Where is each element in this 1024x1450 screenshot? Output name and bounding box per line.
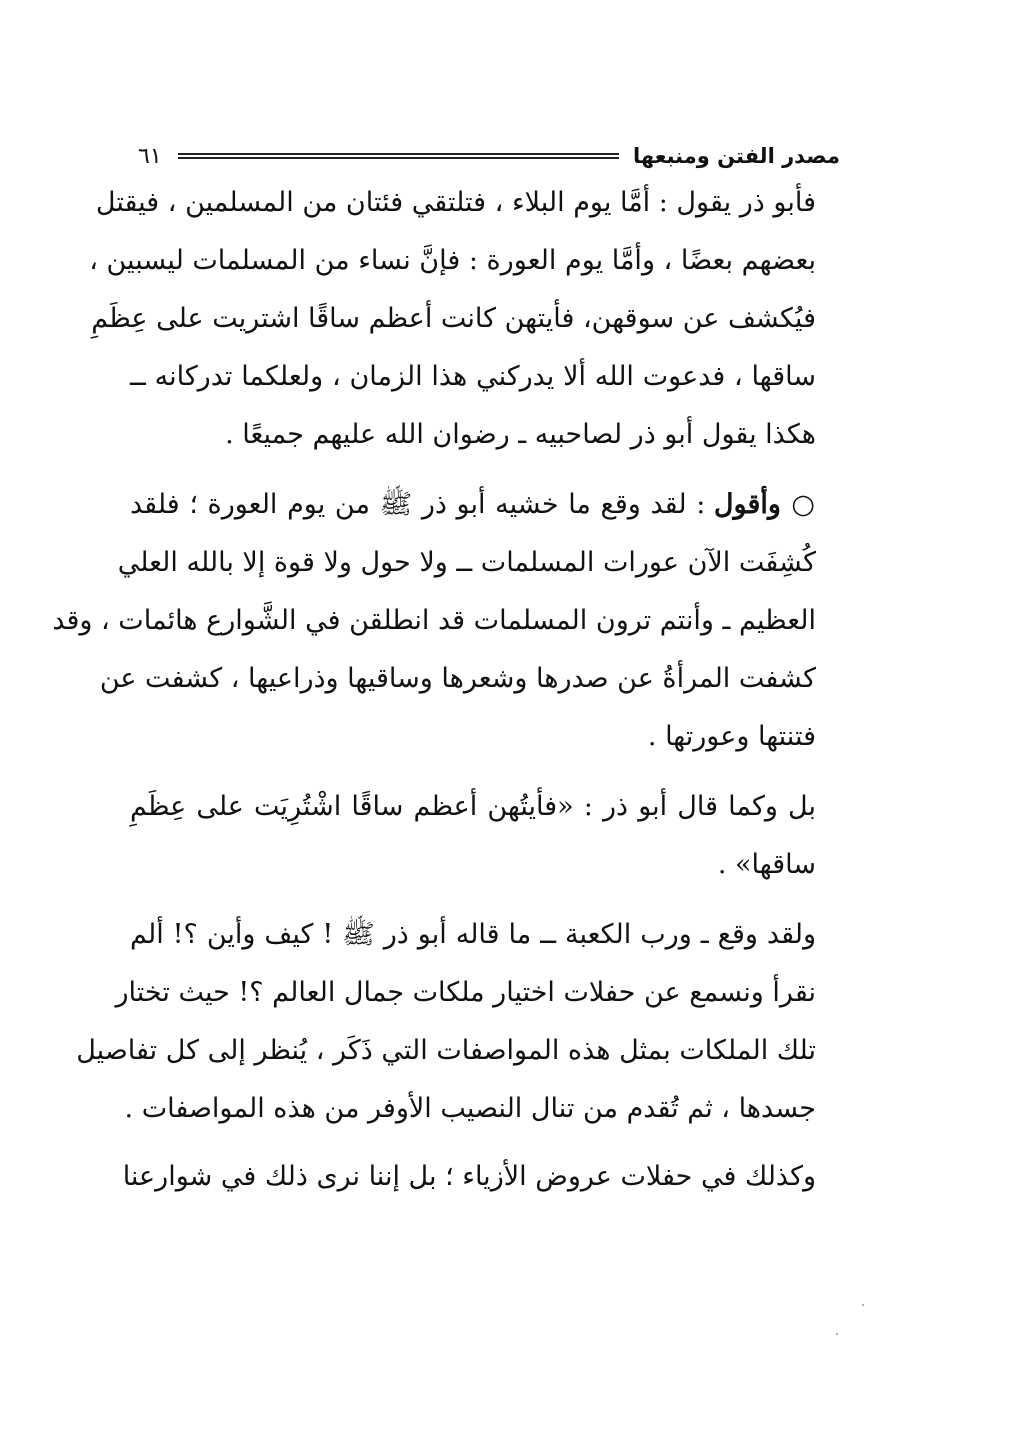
- paragraph-1: [89, 174, 842, 464]
- text-line: ولقد وقع ـ ورب الكعبة ــ ما قاله أبو ذر ﷺ ! كيف وأين ؟! ألم: [130, 919, 816, 950]
- text-line: ساقها ، فدعوت الله ألا يدركني هذا الزمان ، ولعلكما تدركانه ــ: [130, 361, 816, 392]
- text-line-rest: : لقد وقع ما خشيه أبو ذر ﷺ من يوم العورة ؛ فلقد: [130, 489, 714, 520]
- body-text: [52, 174, 842, 1206]
- text-line: فتنتها وعورتها .: [647, 721, 816, 752]
- text-line: بعضهم بعضًا ، وأمَّا يوم العورة : فإنَّ نساء من المسلمات ليسبين ،: [89, 245, 816, 276]
- text-line: جسدها ، ثم تُقدم من تنال النصيب الأوفر من هذه المواصفات .: [124, 1093, 816, 1124]
- paragraph-5: [122, 1148, 842, 1206]
- text-line: كشفت المرأةُ عن صدرها وشعرها وساقيها وذراعيها ، كشفت عن: [99, 663, 816, 694]
- text-line: ساقها» .: [717, 849, 816, 880]
- paragraph-3: [130, 778, 842, 894]
- paragraph-lead: ○ وأقول: [713, 489, 816, 520]
- running-header: [132, 138, 840, 174]
- scan-speck: [836, 1333, 838, 1335]
- header-double-rule: [178, 153, 619, 159]
- scan-speck: [862, 1304, 864, 1306]
- text-line: فأبو ذر يقول : أمَّا يوم البلاء ، فتلتقي فئتان من المسلمين ، فيقتل: [95, 187, 816, 218]
- text-line: تلك الملكات بمثل هذه المواصفات التي ذَكَر ، يُنظر إلى كل تفاصيل: [76, 1035, 816, 1066]
- text-line-with-lead: [130, 476, 842, 534]
- text-line: وكذلك في حفلات عروض الأزياء ؛ بل إننا نرى ذلك في شوارعنا: [122, 1161, 816, 1192]
- paragraph-4: [76, 906, 842, 1138]
- text-line: العظيم ـ وأنتم ترون المسلمات قد انطلقن في الشَّوارع هائمات ، وقد: [52, 605, 816, 636]
- page-number: ٦١: [138, 143, 162, 169]
- text-line: كُشِفَت الآن عورات المسلمات ــ ولا حول ولا قوة إلا بالله العلي: [117, 547, 816, 578]
- text-line: فيُكشف عن سوقهن، فأيتهن كانت أعظم ساقًا اشتريت على عِظَمِ: [91, 303, 816, 334]
- text-line: نقرأ ونسمع عن حفلات اختيار ملكات جمال العالم ؟! حيث تختار: [115, 977, 816, 1008]
- header-title: مصدر الفتن ومنبعها: [632, 144, 840, 168]
- paragraph-2: [52, 476, 842, 766]
- text-line: هكذا يقول أبو ذر لصاحبيه ـ رضوان الله عليهم جميعًا .: [225, 419, 816, 450]
- text-line: بل وكما قال أبو ذر : «فأيتُهن أعظم ساقًا اشْتُرِيَت على عِظَمِ: [130, 791, 816, 822]
